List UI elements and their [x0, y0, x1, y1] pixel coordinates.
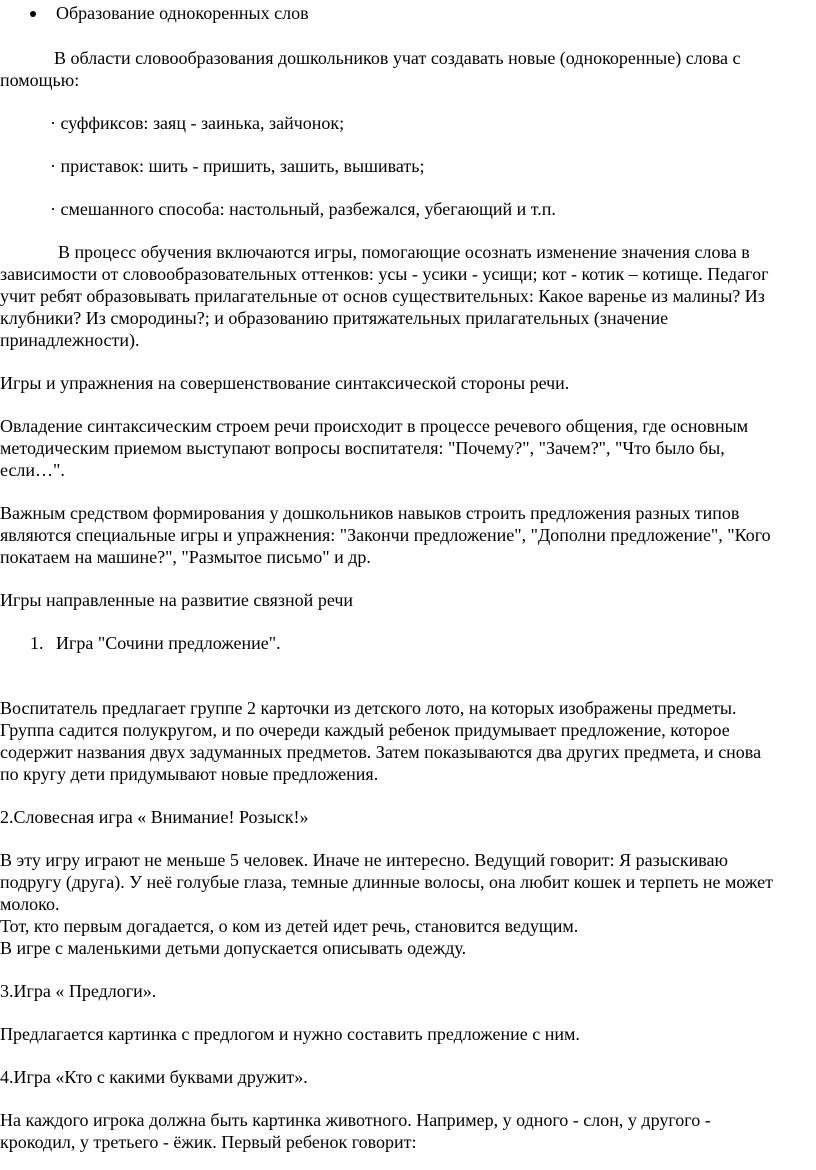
text-line: В процесс обучения включаются игры, помогающие осознать изменение значения слова в — [58, 242, 750, 262]
bullet-list-item — [0, 2, 400, 24]
text-line: подругу (друга). У неё голубые глаза, темные длинные волосы, она любит кошек и терпеть не может — [0, 872, 773, 892]
list-item: · суффиксов: заяц - заинька, зайчонок; — [50, 113, 345, 133]
game-title: Игра "Сочини предложение". — [56, 633, 281, 653]
section-heading: Игры и упражнения на совершенствование синтаксической стороны речи. — [0, 373, 570, 393]
list-item: · приставок: шить - пришить, зашить, вышивать; — [50, 156, 425, 176]
text-line: В области словообразования дошкольников учат создавать новые (однокоренные) слова с — [54, 48, 741, 68]
text-line: Овладение синтаксическим строем речи происходит в процессе речевого общения, где основным — [0, 416, 749, 436]
text-line: На каждого игрока должна быть картинка животного. Например, у одного - слон, у другого - — [0, 1110, 711, 1130]
text-line: Тот, кто первым догадается, о ком из детей идет речь, становится ведущим. — [0, 916, 579, 936]
text-line: методическим приемом выступают вопросы воспитателя: "Почему?", "Зачем?", "Что было бы, — [0, 438, 725, 458]
bullet-icon — [30, 11, 36, 17]
paragraph-game3: Предлагается картинка с предлогом и нужно составить предложение с ним. — [0, 1024, 580, 1044]
text-line: учит ребят образовывать прилагательные от основ существительных: Какое варенье из малины? Из — [0, 286, 765, 306]
text-line: являются специальные игры и упражнения: "Закончи предложение", "Дополни предложение", "Кого — [0, 525, 771, 545]
game-title: 2.Словесная игра « Внимание! Розыск!» — [0, 807, 309, 827]
text-line: содержит названия двух задуманных предметов. Затем показываются два других предмета, и снова — [0, 742, 762, 762]
text-line: по кругу дети придумывают новые предложения. — [0, 764, 379, 784]
text-line: Важным средством формирования у дошкольников навыков строить предложения разных типов — [0, 503, 740, 523]
text-line: крокодил, у третьего - ёжик. Первый ребенок говорит: — [0, 1132, 417, 1152]
game-title: 4.Игра «Кто с какими буквами дружит». — [0, 1067, 308, 1087]
text-line: В игре с маленькими детьми допускается описывать одежду. — [0, 938, 467, 958]
list-item: · смешанного способа: настольный, разбежался, убегающий и т.п. — [50, 199, 556, 219]
text-line: Группа садится полукругом, и по очереди каждый ребенок придумывает предложение, которое — [0, 720, 730, 740]
text-line: помощью: — [0, 70, 80, 90]
text-line: В эту игру играют не меньше 5 человек. Иначе не интересно. Ведущий говорит: Я разыскиваю — [0, 850, 728, 870]
game-title: 3.Игра « Предлоги». — [0, 981, 157, 1001]
text-line: зависимости от словообразовательных оттенков: усы - усики - усищи; кот - котик – котище. Педагог — [0, 264, 769, 284]
numbered-list-item — [0, 632, 400, 654]
text-line: если…". — [0, 460, 65, 480]
text-line: клубники? Из смородины?; и образованию притяжательных прилагательных (значение — [0, 308, 669, 328]
list-number: 1. — [30, 633, 44, 653]
bullet-item-text: Образование однокоренных слов — [56, 3, 309, 23]
text-line: покатаем на машине?", "Размытое письмо" и др. — [0, 547, 371, 567]
text-line: принадлежности). — [0, 330, 140, 350]
text-line: Воспитатель предлагает группе 2 карточки из детского лото, на которых изображены предметы. — [0, 698, 737, 718]
section-heading: Игры направленные на развитие связной речи — [0, 590, 354, 610]
text-line: молоко. — [0, 894, 60, 914]
